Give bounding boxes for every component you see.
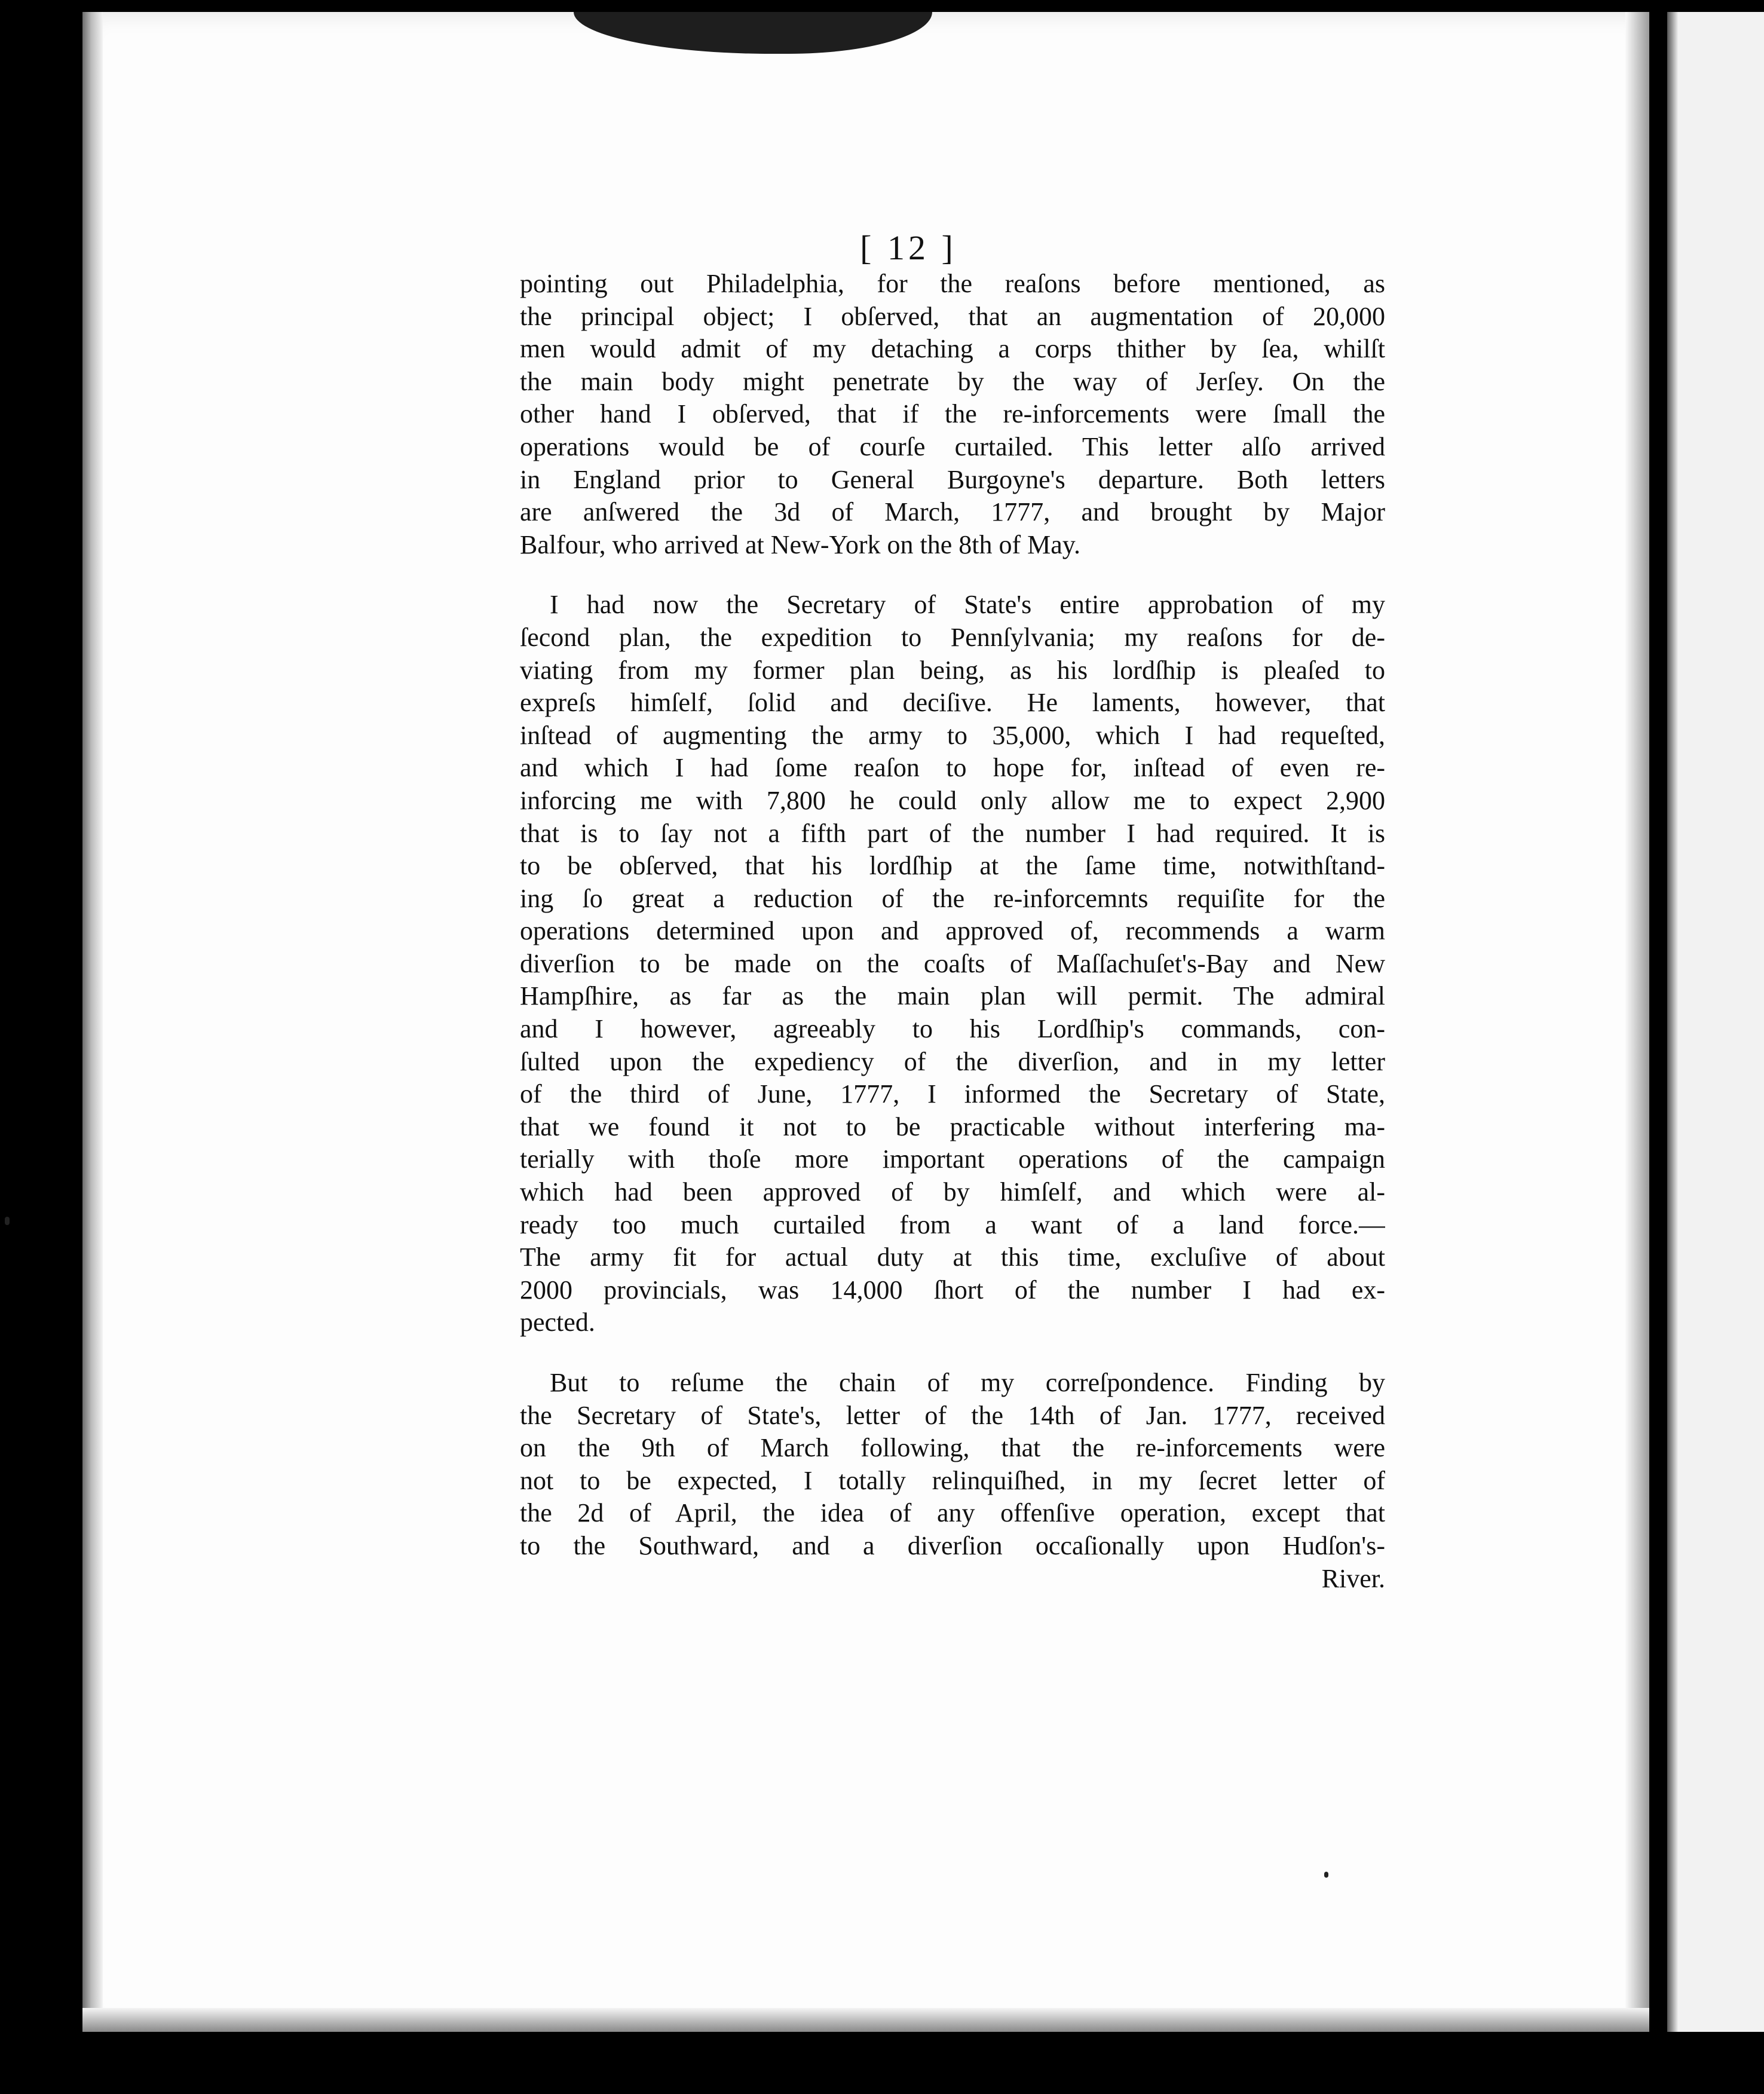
text-line: ſulted upon the expediency of the diverſion, and in my letter (520, 1046, 1385, 1076)
text-line: to be obſerved, that his lordſhip at the ſame time, notwithſtand- (520, 851, 1385, 881)
text-line: expreſs himſelf, ſolid and deciſive. He laments, however, that (520, 688, 1385, 718)
text-line: inſtead of augmenting the army to 35,000, which I had requeſted, (520, 720, 1385, 750)
page-number: [ 12 ] (860, 228, 957, 267)
text-line: inforcing me with 7,800 he could only allow me to expect 2,900 (520, 785, 1385, 815)
body-text (520, 268, 1385, 1595)
text-line: Hampſhire, as far as the main plan will permit. The admiral (520, 981, 1385, 1011)
text-line: the principal object; I obſerved, that an augmentation of 20,000 (520, 301, 1385, 331)
page-right-edge (1625, 12, 1649, 2032)
margin-speck (5, 1217, 10, 1225)
text-line: the main body might penetrate by the way of Jerſey. On the (520, 366, 1385, 396)
text-line: in England prior to General Burgoyne's departure. Both letters (520, 464, 1385, 494)
paragraph-1 (520, 268, 1385, 561)
text-line: viating from my former plan being, as his lordſhip is pleaſed to (520, 655, 1385, 685)
text-line: pointing out Philadelphia, for the reaſons before mentioned, as (520, 269, 1385, 298)
text-line: of the third of June, 1777, I informed the Secretary of State, (520, 1079, 1385, 1109)
paragraph-3 (520, 1367, 1385, 1595)
catchword: River. (1321, 1563, 1385, 1593)
page-speck (1324, 1872, 1328, 1878)
text-line: which had been approved of by himſelf, and which were al- (520, 1177, 1385, 1207)
text-line: that we found it not to be practicable without interfering ma- (520, 1112, 1385, 1141)
text-line: are anſwered the 3d of March, 1777, and brought by Major (520, 497, 1385, 527)
text-line: and I however, agreeably to his Lordſhip's commands, con- (520, 1014, 1385, 1044)
text-line: that is to ſay not a fifth part of the number I had required. It is (520, 818, 1385, 848)
text-line: ſecond plan, the expedition to Pennſylvania; my reaſons for de- (520, 622, 1385, 652)
paragraph-2 (520, 589, 1385, 1339)
text-line: operations would be of courſe curtailed. This letter alſo arrived (520, 431, 1385, 461)
text-line: The army fit for actual duty at this time, excluſive of about (520, 1242, 1385, 1272)
text-line: pected. (520, 1308, 595, 1337)
text-line: the Secretary of State's, letter of the 14th of Jan. 1777, received (520, 1400, 1385, 1430)
text-line: 2000 provincials, was 14,000 ſhort of the number I had ex- (520, 1275, 1385, 1305)
text-line: terially with thoſe more important operations of the campaign (520, 1144, 1385, 1174)
text-line: diverſion to be made on the coaſts of Maſſachuſet's-Bay and New (520, 948, 1385, 978)
text-line: ing ſo great a reduction of the re-inforcemnts requiſite for the (520, 883, 1385, 913)
text-line: other hand I obſerved, that if the re-inforcements were ſmall the (520, 399, 1385, 429)
text-line: not to be expected, I totally relinquiſhed, in my ſecret letter of (520, 1465, 1385, 1495)
text-line: ready too much curtailed from a want of a land force.— (520, 1210, 1385, 1239)
text-line: men would admit of my detaching a corps thither by ſea, whilſt (520, 334, 1385, 364)
page-bottom-edge (82, 2008, 1649, 2032)
page-left-edge (82, 12, 103, 2032)
text-line: Balfour, who arrived at New-York on the 8th of May. (520, 529, 1080, 559)
facing-page-gutter (1667, 12, 1678, 2032)
text-line: I had now the Secretary of State's entire approbation of my (550, 590, 1385, 620)
text-line: But to reſume the chain of my correſpondence. Finding by (550, 1368, 1385, 1397)
text-line: and which I had ſome reaſon to hope for, inſtead of even re- (520, 753, 1385, 783)
text-line: on the 9th of March following, that the re-inforcements were (520, 1433, 1385, 1463)
text-line: the 2d of April, the idea of any offenſive operation, except that (520, 1498, 1385, 1528)
text-line: operations determined upon and approved of, recommends a warm (520, 916, 1385, 946)
text-line: to the Southward, and a diverſion occaſionally upon Hudſon's- (520, 1530, 1385, 1560)
facing-page (1667, 12, 1764, 2032)
